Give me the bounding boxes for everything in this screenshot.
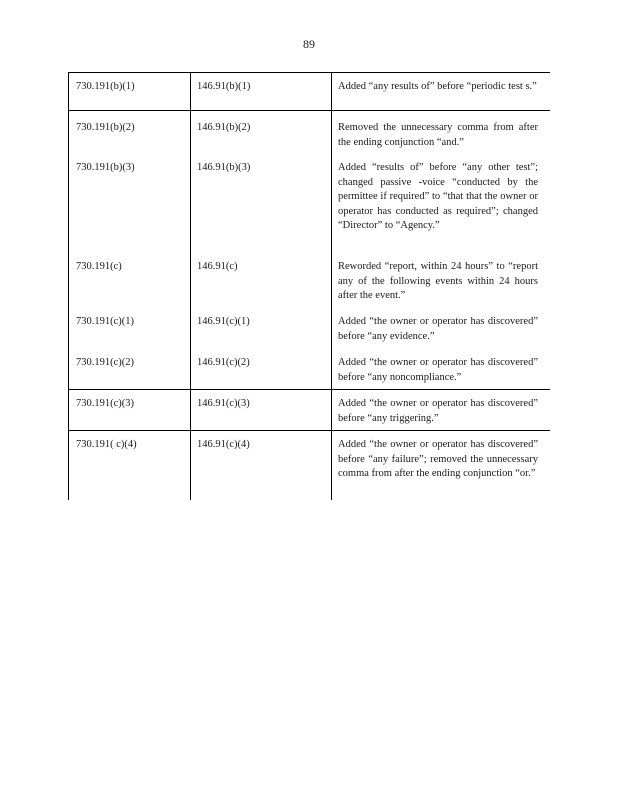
explanation-cell: Added “the owner or operator has discovered” before “any triggering.” xyxy=(338,398,538,424)
new-section-cell: 146.91(b)(2) xyxy=(197,122,251,133)
explanation-cell: Added “the owner or operator has discovered” before “any failure”; removed the unnecessary comma from after the ending conjunction “or.” xyxy=(338,439,538,480)
table-row-divider xyxy=(68,430,550,431)
explanation-cell: Added “results of” before “any other test”; changed passive -voice “conducted by the permittee if required” to “that that the owner or operator has conducted as required”; changed “Director” to “Agency.” xyxy=(338,162,538,232)
table-border-left xyxy=(68,72,69,500)
explanation-cell: Added “any results of” before “periodic test s.” xyxy=(338,81,537,92)
new-section-cell: 146.91(c)(2) xyxy=(197,357,250,368)
table-row-divider xyxy=(68,389,550,390)
comparison-table xyxy=(68,72,550,500)
new-section-cell: 146.91(c)(3) xyxy=(197,398,250,409)
explanation-cell: Added “the owner or operator has discovered” before “any evidence.” xyxy=(338,316,538,342)
page-number: 89 xyxy=(303,37,315,51)
old-section-cell: 730.191(c)(2) xyxy=(76,357,135,368)
new-section-cell: 146.91(b)(3) xyxy=(197,162,251,173)
new-section-cell: 146.91(c) xyxy=(197,261,238,272)
explanation-cell: Removed the unnecessary comma from after the ending conjunction “and.” xyxy=(338,122,538,148)
new-section-cell: 146.91(c)(4) xyxy=(197,439,250,450)
table-column-divider-1 xyxy=(190,72,191,500)
explanation-cell: Reworded “report, within 24 hours” to “report any of the following events within 24 hours after the event.” xyxy=(338,261,538,302)
new-section-cell: 146.91(c)(1) xyxy=(197,316,250,327)
old-section-cell: 730.191(b)(2) xyxy=(76,122,135,133)
old-section-cell: 730.191(c) xyxy=(76,261,122,272)
table-row-divider xyxy=(68,110,550,111)
old-section-cell: 730.191(c)(3) xyxy=(76,398,135,409)
table-column-divider-2 xyxy=(331,72,332,500)
old-section-cell: 730.191(b)(1) xyxy=(76,81,135,92)
table-border-top xyxy=(68,72,550,73)
explanation-cell: Added “the owner or operator has discovered” before “any noncompliance.” xyxy=(338,357,538,383)
new-section-cell: 146.91(b)(1) xyxy=(197,81,251,92)
old-section-cell: 730.191(c)(1) xyxy=(76,316,135,327)
old-section-cell: 730.191( c)(4) xyxy=(76,439,137,450)
old-section-cell: 730.191(b)(3) xyxy=(76,162,135,173)
